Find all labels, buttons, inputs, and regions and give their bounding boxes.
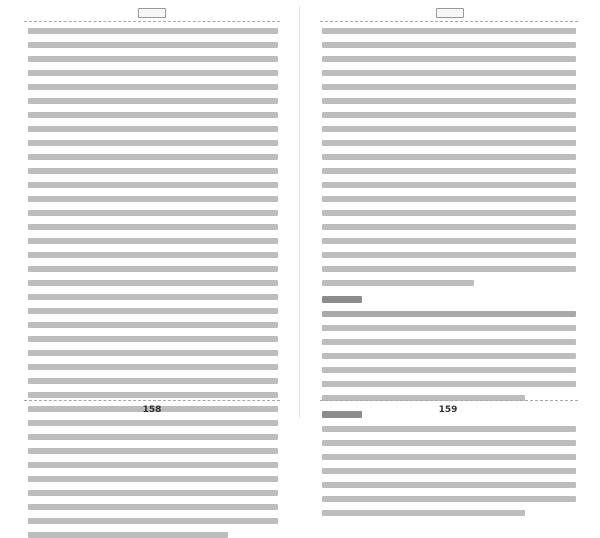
text-line-placeholder: [28, 196, 278, 202]
text-line-placeholder: [28, 154, 278, 160]
text-line-placeholder: [322, 496, 576, 502]
text-line-placeholder: [28, 42, 278, 48]
text-line-placeholder: [322, 482, 576, 488]
text-line-placeholder: [28, 294, 278, 300]
text-line-placeholder: [28, 140, 278, 146]
text-line-placeholder: [322, 196, 576, 202]
text-line-placeholder: [28, 28, 278, 34]
sutra-title-placeholder: [322, 311, 576, 317]
text-line-placeholder: [322, 252, 576, 258]
text-line-placeholder: [28, 238, 278, 244]
text-line-placeholder: [28, 70, 278, 76]
running-header-tab: [436, 8, 464, 18]
footer-rule: [24, 400, 280, 401]
text-line-placeholder: [322, 381, 576, 387]
text-line-placeholder: [322, 224, 576, 230]
text-line-placeholder: [28, 518, 278, 524]
text-line-placeholder: [322, 154, 576, 160]
text-line-placeholder: [322, 280, 474, 286]
text-line-placeholder: [28, 56, 278, 62]
text-line-placeholder: [322, 510, 525, 516]
text-line-placeholder: [322, 112, 576, 118]
text-line-placeholder: [28, 126, 278, 132]
text-line-placeholder: [28, 210, 278, 216]
text-line-placeholder: [322, 28, 576, 34]
text-line-placeholder: [28, 462, 278, 468]
text-line-placeholder: [28, 224, 278, 230]
text-line-placeholder: [322, 266, 576, 272]
text-line-placeholder: [28, 252, 278, 258]
text-line-placeholder: [28, 532, 228, 538]
text-line-placeholder: [28, 476, 278, 482]
text-line-placeholder: [322, 339, 576, 345]
text-line-placeholder: [322, 367, 576, 373]
header-rule: [320, 21, 578, 22]
text-line-placeholder: [322, 168, 576, 174]
text-line-placeholder: [322, 440, 576, 446]
left-page: [0, 0, 300, 424]
right-page: [300, 0, 600, 424]
text-line-placeholder: [322, 42, 576, 48]
text-line-placeholder: [28, 84, 278, 90]
text-line-placeholder: [322, 98, 576, 104]
text-line-placeholder: [322, 426, 576, 432]
text-line-placeholder: [28, 98, 278, 104]
text-line-placeholder: [28, 308, 278, 314]
text-line-placeholder: [28, 420, 278, 426]
text-line-placeholder: [28, 364, 278, 370]
text-line-placeholder: [28, 350, 278, 356]
text-line-placeholder: [28, 112, 278, 118]
text-line-placeholder: [28, 182, 278, 188]
text-line-placeholder: [28, 378, 278, 384]
text-line-placeholder: [28, 280, 278, 286]
text-line-placeholder: [322, 353, 576, 359]
text-line-placeholder: [28, 168, 278, 174]
text-line-placeholder: [322, 468, 576, 474]
text-line-placeholder: [28, 336, 278, 342]
text-line-placeholder: [28, 392, 278, 398]
text-line-placeholder: [322, 325, 576, 331]
text-line-placeholder: [322, 56, 576, 62]
text-line-placeholder: [28, 490, 278, 496]
text-line-placeholder: [28, 448, 278, 454]
text-line-placeholder: [322, 210, 576, 216]
text-line-placeholder: [322, 454, 576, 460]
section-heading-placeholder: [322, 296, 362, 303]
text-line-placeholder: [322, 238, 576, 244]
header-rule: [24, 21, 280, 22]
page-number: 158: [142, 405, 162, 415]
text-line-placeholder: [322, 140, 576, 146]
mantra-text-block: [28, 28, 278, 538]
text-line-placeholder: [28, 504, 278, 510]
running-header-tab: [138, 8, 166, 18]
footer-rule: [320, 400, 578, 401]
section-heading-placeholder: [322, 411, 362, 418]
text-line-placeholder: [322, 126, 576, 132]
text-line-placeholder: [28, 434, 278, 440]
text-line-placeholder: [322, 182, 576, 188]
page-number: 159: [438, 405, 458, 415]
text-line-placeholder: [28, 266, 278, 272]
mantra-and-notes-block: [322, 28, 576, 516]
text-line-placeholder: [322, 84, 576, 90]
text-line-placeholder: [322, 70, 576, 76]
text-line-placeholder: [28, 322, 278, 328]
